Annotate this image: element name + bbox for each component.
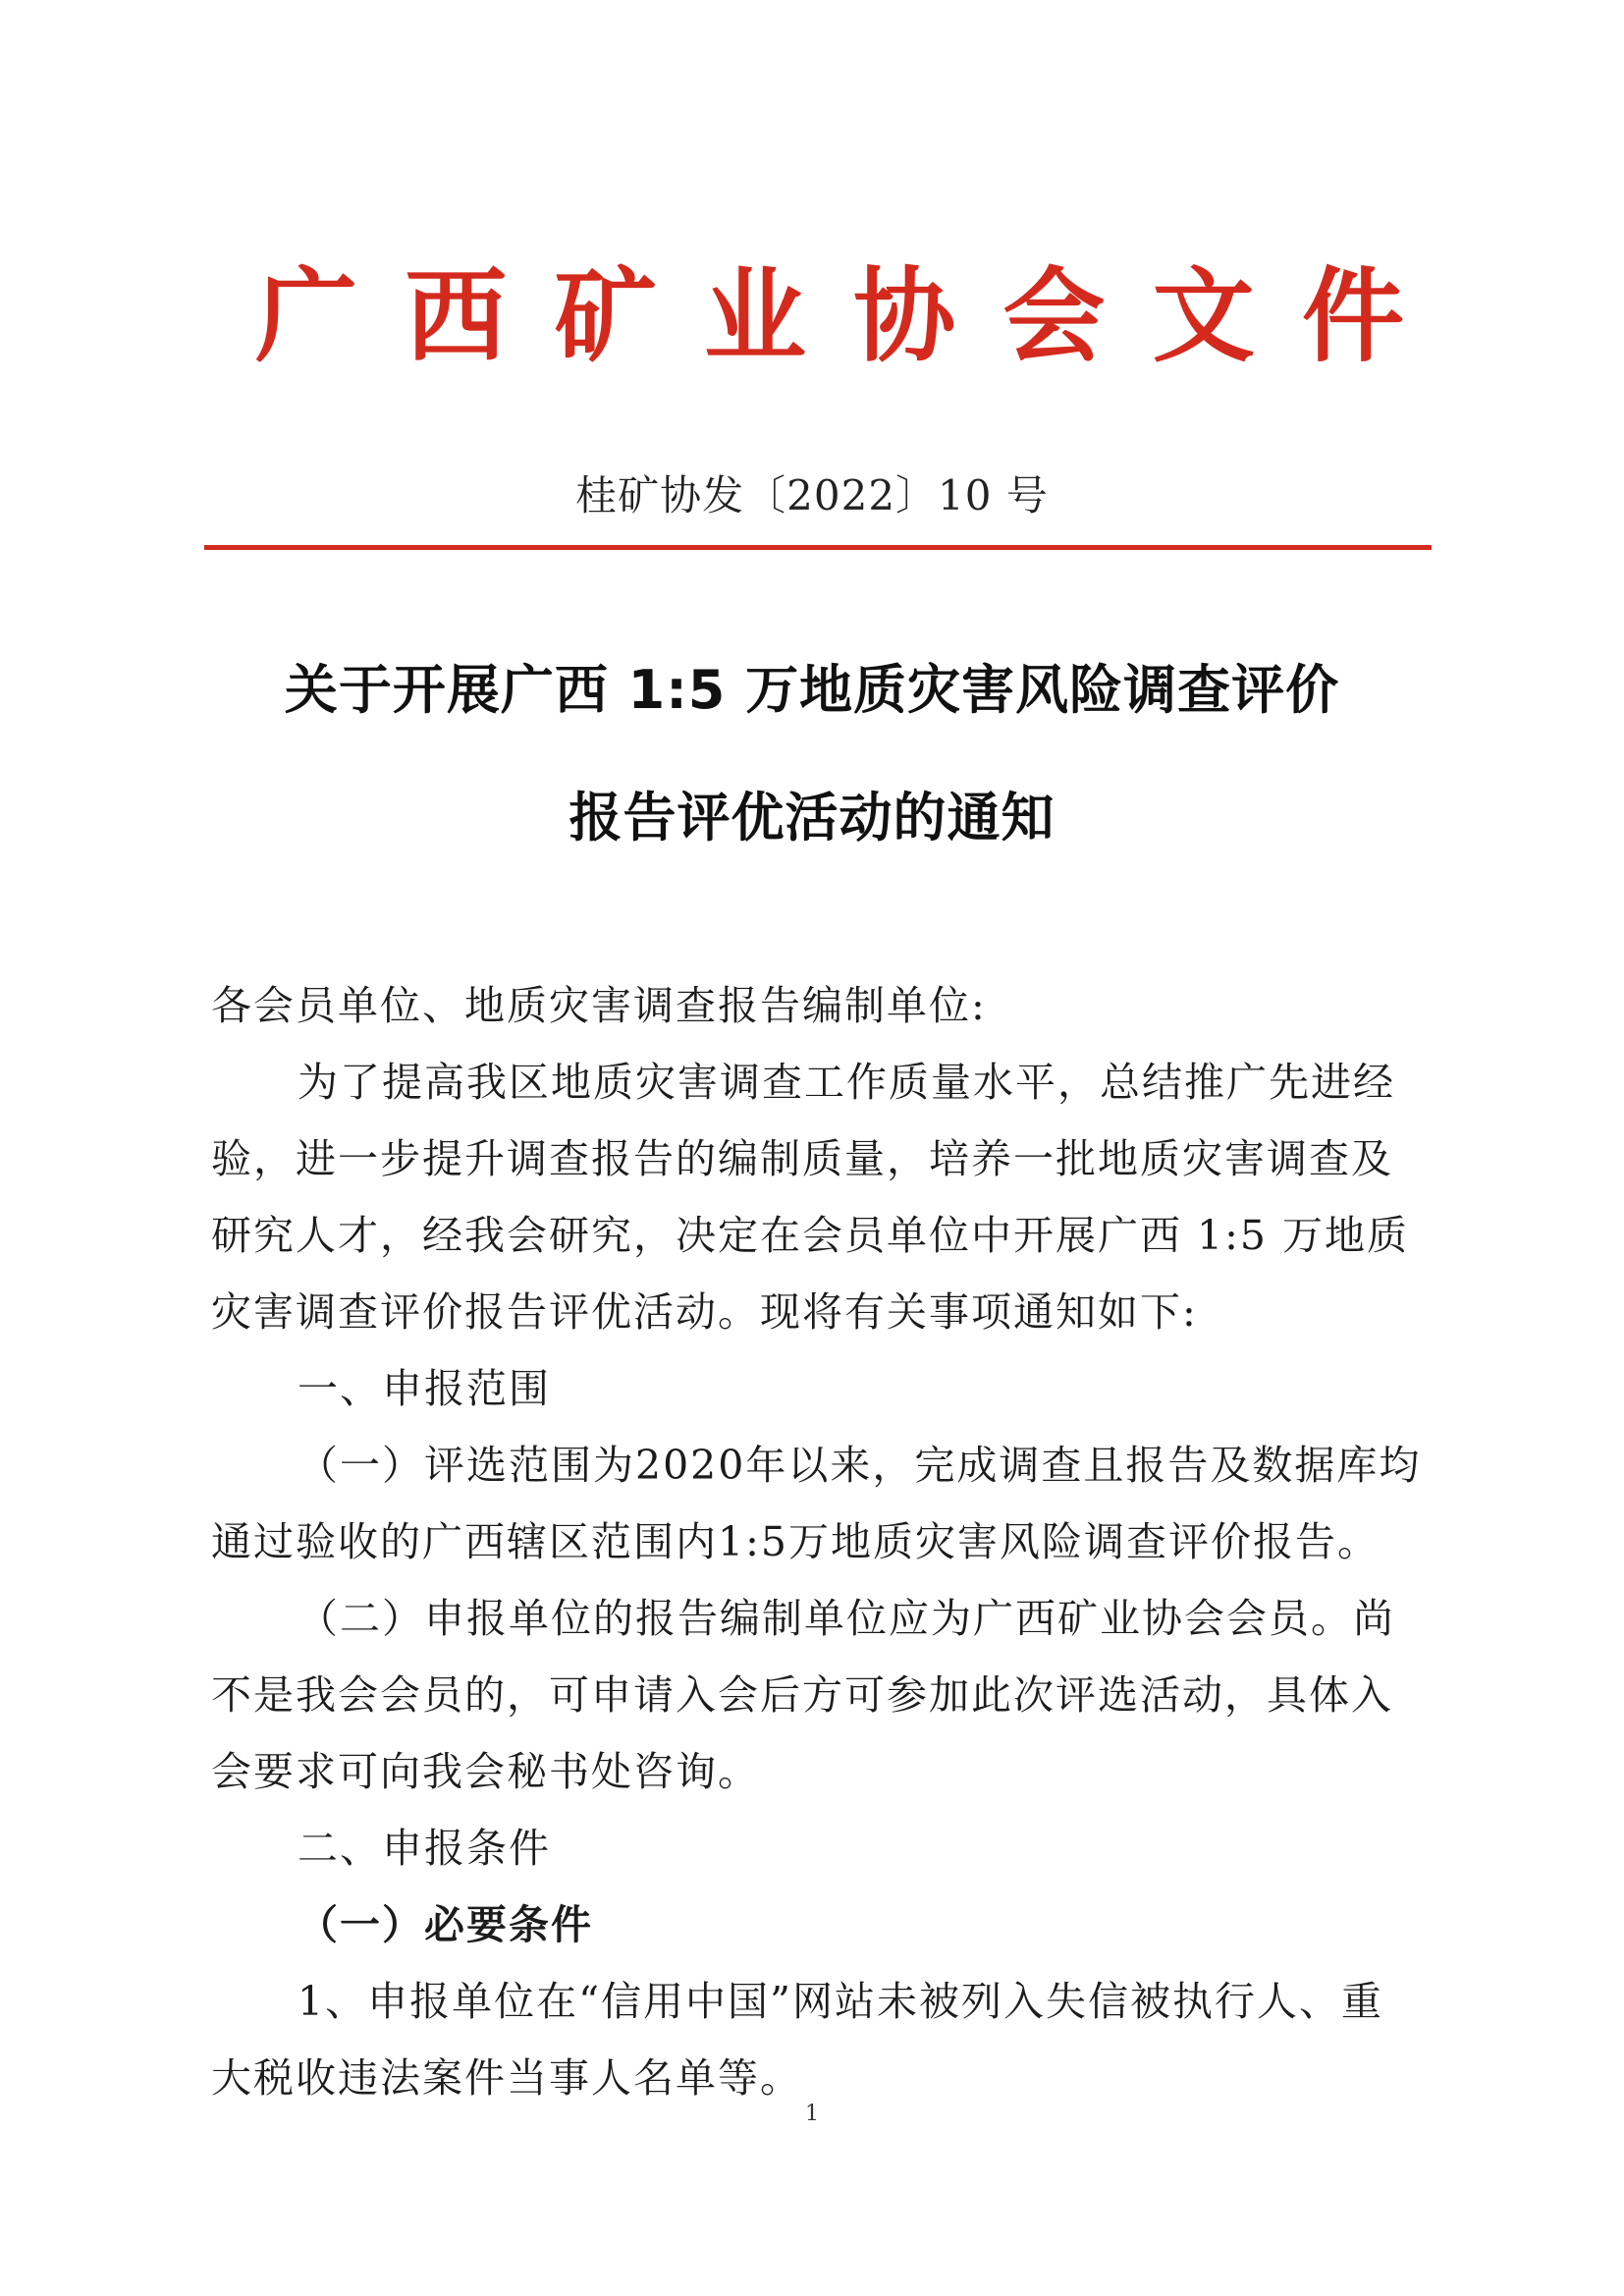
body-line: 灾害调查评价报告评优活动。现将有关事项通知如下: [211, 1288, 1198, 1336]
body-line: 通过验收的广西辖区范围内1:5万地质灾害风险调查评价报告。 [211, 1518, 1380, 1565]
body-line: 不是我会会员的，可申请入会后方可参加此次评选活动，具体入 [211, 1671, 1393, 1719]
subsection-heading: （一）必要条件 [298, 1901, 593, 1948]
header-char: 协 [853, 255, 956, 376]
header-char: 矿 [554, 255, 657, 376]
section-heading-2: 二、申报条件 [298, 1825, 551, 1872]
body-line: （一）评选范围为2020年以来，完成调查且报告及数据库均 [298, 1442, 1422, 1489]
salutation: 各会员单位、地质灾害调查报告编制单位: [211, 982, 987, 1029]
notice-title-line2: 报告评优活动的通知 [568, 787, 1056, 848]
body-line: （二）申报单位的报告编制单位应为广西矿业协会会员。尚 [298, 1595, 1395, 1642]
header-divider-rule [204, 545, 1432, 550]
page-number: 1 [805, 2102, 819, 2126]
header-char: 件 [1301, 255, 1404, 376]
body-line: 1、申报单位在“信用中国”网站未被列入失信被执行人、重 [298, 1978, 1384, 2025]
document-number: 桂矿协发〔2022〕10 号 [575, 471, 1049, 519]
body-line: 验，进一步提升调查报告的编制质量，培养一批地质灾害调查及 [211, 1135, 1393, 1182]
body-line: 大税收违法案件当事人名单等。 [211, 2054, 802, 2102]
header-char: 会 [1002, 255, 1106, 376]
header-char: 业 [703, 255, 806, 376]
section-heading-1: 一、申报范围 [298, 1365, 551, 1412]
header-char: 文 [1152, 255, 1255, 376]
body-line: 会要求可向我会秘书处咨询。 [211, 1748, 760, 1795]
notice-title-line1: 关于开展广西 1:5 万地质灾害风险调查评价 [284, 659, 1340, 721]
notice-body [211, 967, 1429, 2116]
header-char: 广 [255, 255, 358, 376]
body-line: 研究人才，经我会研究，决定在会员单位中开展广西 1:5 万地质 [211, 1212, 1410, 1259]
body-line: 为了提高我区地质灾害调查工作质量水平，总结推广先进经 [298, 1059, 1395, 1106]
org-document-header [255, 255, 1404, 376]
header-char: 西 [405, 255, 508, 376]
